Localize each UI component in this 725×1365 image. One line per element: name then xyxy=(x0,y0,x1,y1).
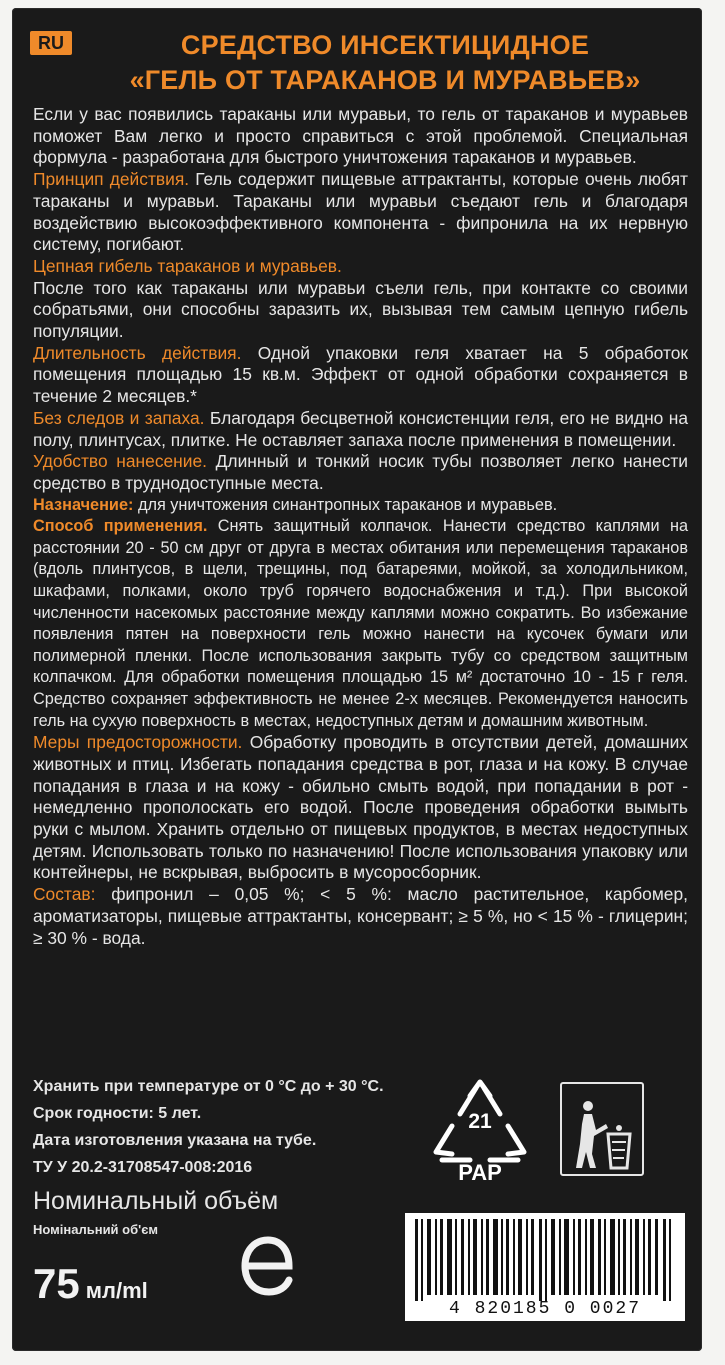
intro-paragraph: Если у вас появились тараканы или муравьи, то гель от тараканов и муравьев поможет Вам легко и просто справиться с этой проблемой. Специальная формула - разработана для быстрого уничтожения тараканов и муравьев. xyxy=(33,104,688,168)
estimated-sign-icon xyxy=(235,1228,301,1300)
usage-section xyxy=(33,495,688,733)
chain-heading: Цепная гибель тараканов и муравьев. xyxy=(33,255,342,276)
volume-value xyxy=(33,1260,148,1308)
volume-unit: мл/ml xyxy=(85,1278,148,1303)
title-line-1: СРЕДСТВО ИНСЕКТИЦИДНОЕ xyxy=(180,30,590,60)
duration-heading: Длительность действия. xyxy=(33,342,242,363)
title-line-2: «ГЕЛЬ ОТ ТАРАКАНОВ И МУРАВЬЕВ» xyxy=(129,65,641,95)
precaution-text: Обработку проводить в отсутствии детей, домашних животных и птиц. Избегать попадания средства в рот, глаза и на кожу. В случае попадания в глаза и на кожу - обильно смыть водой, при попадании в рот - немедленно прополоскать его водой. После проведения обработки вымыть руки с мылом. Хранить отдельно от пищевых продуктов, в местах недоступных детям. Использовать только по назначению! После использования упаковку или контейнеры, не вскрывая, выбросить в мусоросборник. xyxy=(33,732,688,883)
purpose-heading: Назначение: xyxy=(33,495,134,514)
duration-paragraph xyxy=(33,343,688,408)
chain-text: После того как тараканы или муравьи съели гель, при контакте со своими собратьями, они способны заразить их, вызывая тем самым цепную гибель популяции. xyxy=(33,277,688,342)
chain-paragraph xyxy=(33,256,688,343)
technical-standard: ТУ У 20.2-31708547-008:2016 xyxy=(33,1159,253,1176)
composition-paragraph xyxy=(33,884,688,949)
traces-paragraph xyxy=(33,408,688,451)
traces-heading: Без следов и запаха. xyxy=(33,407,205,428)
barcode xyxy=(405,1213,685,1321)
barcode-number: 4 820185 0 0027 xyxy=(448,1299,642,1319)
tidyman-bin-icon xyxy=(560,1082,644,1176)
duration-text: Одной упаковки геля хватает на 5 обработок помещения площадью 15 кв.м. Эффект от одной обработки сохраняется в течение 2 месяцев.* xyxy=(33,342,688,407)
precaution-heading: Меры предосторожности. xyxy=(33,732,243,753)
composition-text: фипронил – 0,05 %; < 5 %: масло растительное, карбомер, ароматизаторы, пищевые аттрактанты, консервант; ≥ 5 %, но < 15 % - глицерин; ≥ 30 % - вода. xyxy=(33,884,688,948)
language-badge: RU xyxy=(30,31,72,55)
storage-temperature: Хранить при температуре от 0 °С до + 30 °С. xyxy=(33,1078,384,1095)
purpose-paragraph xyxy=(33,495,688,517)
ease-heading: Удобство нанесение. xyxy=(33,451,208,472)
composition-heading: Состав: xyxy=(33,884,96,905)
traces-text: Благодаря бесцветной консистенции геля, его не видно на полу, плинтусах, плитке. Не оставляет запаха после применения в помещении. xyxy=(33,407,688,450)
method-paragraph xyxy=(33,516,688,732)
recycle-code-number: 21 xyxy=(468,1110,492,1133)
purpose-text: для уничтожения синантропных тараканов и муравьев. xyxy=(137,495,558,514)
barcode-bars xyxy=(405,1213,685,1301)
principle-text: Гель содержит пищевые аттрактанты, которые очень любят тараканы и муравьи. Тараканы или муравьи съедают гель и благодаря воздействию высокоэффективного компонента - фипронила на их нервную систему, погибают. xyxy=(33,169,688,255)
principle-paragraph xyxy=(33,169,688,256)
ease-text: Длинный и тонкий носик тубы позволяет легко нанести средство в труднодоступные места. xyxy=(33,451,688,493)
description-text xyxy=(33,104,688,949)
precaution-paragraph xyxy=(33,732,688,884)
recycle-code-text: PAP xyxy=(458,1160,502,1185)
volume-label-uk: Номінальний об'єм xyxy=(33,1222,159,1237)
method-text: Снять защитный колпачок. Нанести средство каплями на расстоянии 20 - 50 см друг от друга в местах обитания или перемещения тараканов (вдоль плинтусов, в щели, трещины, под батареями, мойкой, за холодильником, шкафами, полками, около труб горячего водоснабжения и т.д.). При высокой численности насекомых расстояние между каплями можно сократить. Во избежание появления пятен на поверхности гель можно нанести на кусочек бумаги или полимерной пленки. После использования закрыть тубу со средством защитным колпачком. Для обработки помещения площадью 15 м² достаточно 10 - 15 г геля. Средство сохраняет эффективность не менее 2-х месяцев. Рекомендуется наносить гель на сухую поверхность в местах, недоступных детям и домашним животным. xyxy=(33,517,688,730)
manufacture-date: Дата изготовления указана на тубе. xyxy=(33,1132,317,1149)
principle-heading: Принцип действия. xyxy=(33,169,190,190)
ease-paragraph xyxy=(33,451,688,494)
shelf-life: Срок годности: 5 лет. xyxy=(33,1105,202,1122)
product-info xyxy=(33,1073,413,1181)
method-heading: Способ применения. xyxy=(33,517,208,536)
volume-amount: 75 xyxy=(33,1260,80,1307)
tidyman-symbol xyxy=(562,1084,642,1174)
product-title xyxy=(80,28,690,98)
volume-label-ru: Номинальный объём xyxy=(33,1187,279,1215)
